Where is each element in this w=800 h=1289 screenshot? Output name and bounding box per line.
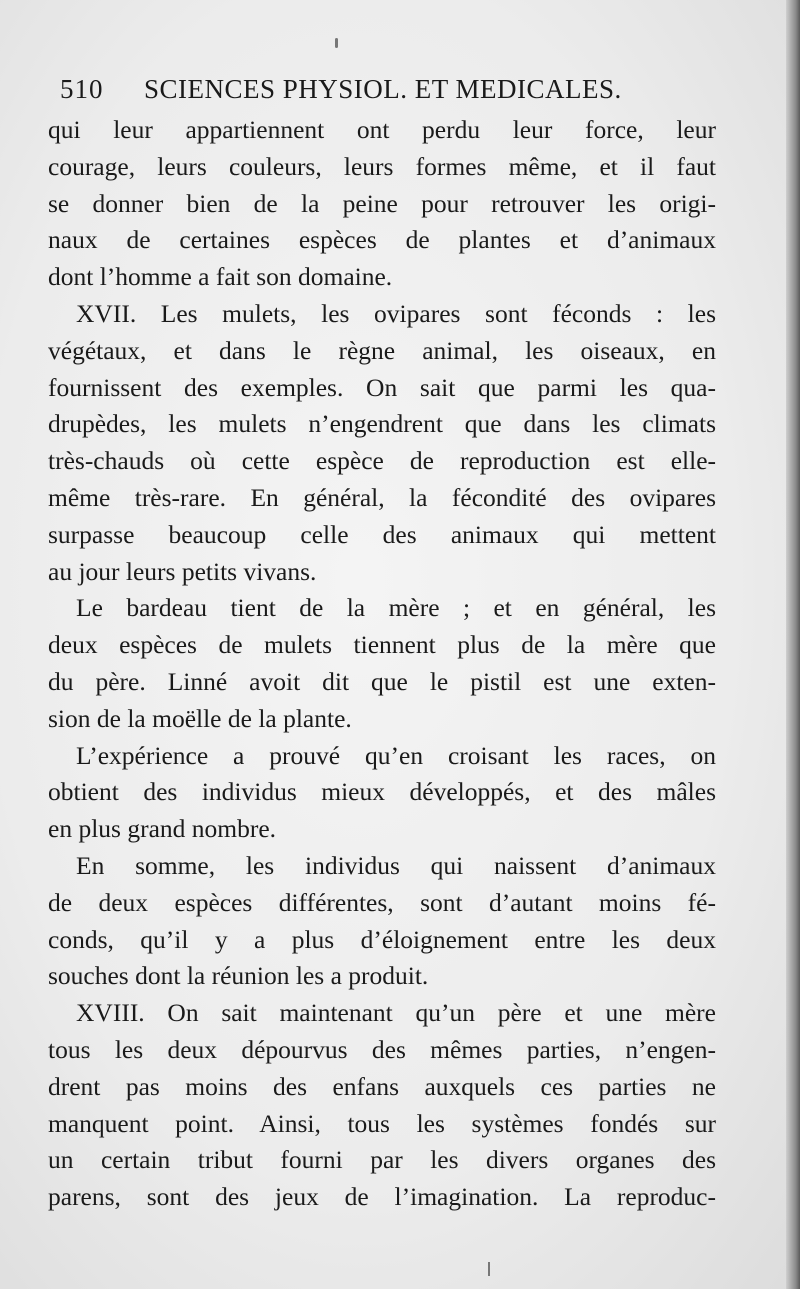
page-number: 510	[60, 74, 104, 104]
text-line: souches dont la réunion les a produit.	[48, 961, 429, 991]
text-line: un certain tribut fourni par les divers organes des	[48, 1145, 716, 1175]
text-line: sion de la moëlle de la plante.	[48, 703, 352, 733]
text-line: très-chauds où cette espèce de reproduction est elle-	[48, 446, 716, 476]
text-line: conds, qu’il y a plus d’éloignement entre les deux	[48, 924, 716, 954]
text-line: drupèdes, les mulets n’engendrent que dans les climats	[48, 409, 716, 439]
text-line: au jour leurs petits vivans.	[48, 556, 317, 586]
text-line: surpasse beaucoup celle des animaux qui mettent	[48, 519, 716, 549]
text-line: de deux espèces différentes, sont d’autant moins fé-	[48, 887, 716, 917]
body-text	[48, 112, 716, 1216]
text-line: naux de certaines espèces de plantes et d’animaux	[48, 225, 716, 255]
page-edge-shadow	[786, 0, 800, 1289]
text-line: manquent point. Ainsi, tous les systèmes fondés sur	[48, 1108, 716, 1138]
text-line: dont l’homme a fait son domaine.	[48, 262, 393, 292]
text-line: parens, sont des jeux de l’imagination. La reproduc-	[48, 1182, 716, 1212]
text-line: deux espèces de mulets tiennent plus de la mère que	[48, 630, 716, 660]
text-line: végétaux, et dans le règne animal, les oiseaux, en	[48, 335, 716, 365]
text-line: drent pas moins des enfans auxquels ces parties ne	[48, 1071, 716, 1101]
text-line: tous les deux dépourvus des mêmes parties, n’engen-	[48, 1034, 716, 1064]
text-line: courage, leurs couleurs, leurs formes même, et il faut	[48, 151, 716, 181]
text-line: fournissent des exemples. On sait que parmi les qua-	[48, 372, 716, 402]
text-line: Le bardeau tient de la mère ; et en général, les	[76, 593, 716, 623]
text-line: XVIII. On sait maintenant qu’un père et une mère	[76, 998, 716, 1028]
text-line: qui leur appartiennent ont perdu leur force, leur	[48, 115, 716, 144]
text-line: obtient des individus mieux développés, et des mâles	[48, 777, 716, 807]
running-head: SCIENCES PHYSIOL. ET MEDICALES.	[144, 74, 622, 104]
text-line: se donner bien de la peine pour retrouver les origi-	[48, 188, 716, 218]
text-line: du père. Linné avoit dit que le pistil est une exten-	[48, 666, 716, 696]
text-line: en plus grand nombre.	[48, 814, 277, 844]
ink-speck	[488, 1262, 490, 1276]
ink-speck	[335, 38, 338, 48]
text-line: L’expérience a prouvé qu’en croisant les races, on	[76, 740, 716, 770]
text-line: même très-rare. En général, la fécondité des ovipares	[48, 482, 716, 512]
text-line: En somme, les individus qui naissent d’animaux	[76, 850, 716, 880]
text-line: XVII. Les mulets, les ovipares sont féconds : les	[76, 298, 716, 328]
page-header	[60, 70, 680, 110]
